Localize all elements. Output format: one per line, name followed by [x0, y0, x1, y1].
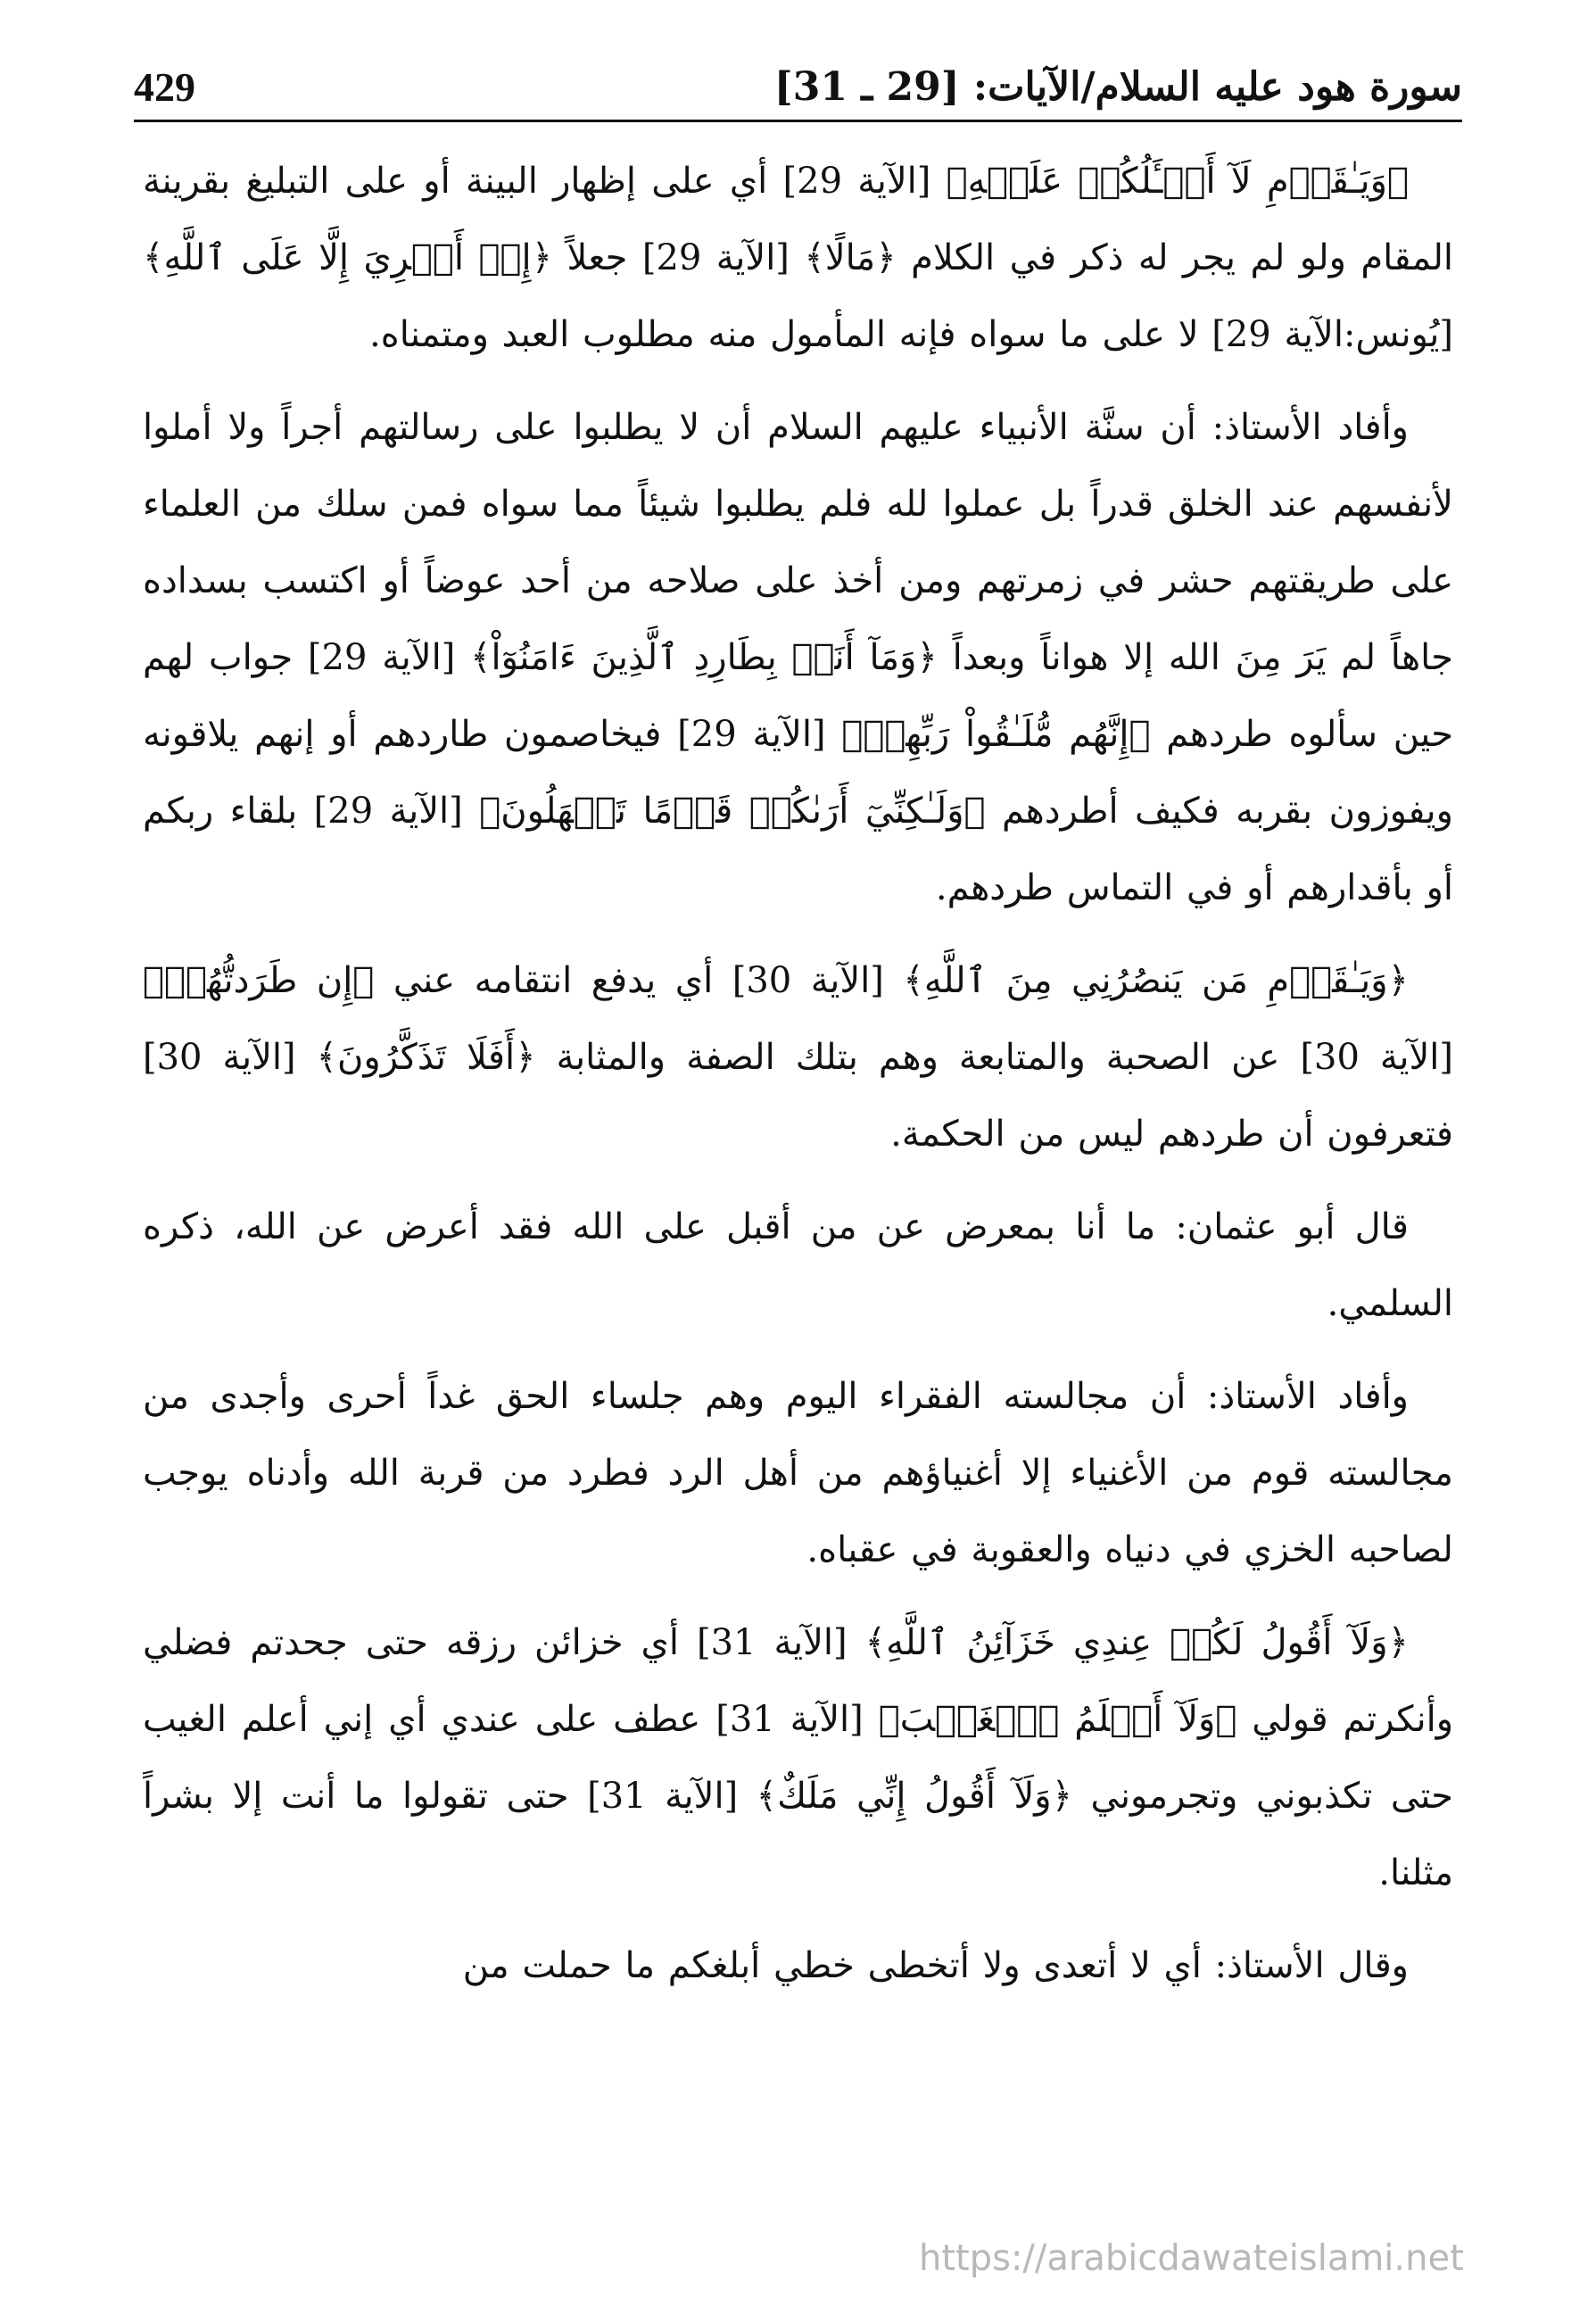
paragraph-verse-29-commentary: ﴿وَيَـٰقَوۡمِ لَآ أَسۡـَٔلُكُمۡ عَلَيۡهِ﴾ [الآية 29] أي على إظهار البينة أو على التبليغ بقرينة المقام ولو لم يجر له ذكر في الكلام ﴿مَالًا﴾ [الآية 29] جعلاً ﴿إِنۡ أَجۡرِيَ إِلَّا عَلَى ٱللَّهِ﴾ [يُونس:الآية 29] لا على ما سواه فإنه المأمول منه مطلوب العبد ومتمناه. — [143, 161, 1453, 355]
page-header — [134, 52, 1462, 114]
paragraph-ustadh-on-prophets: وأفاد الأستاذ: أن سنَّة الأنبياء عليهم السلام أن لا يطلبوا على رسالتهم أجراً ولا أملوا لأنفسهم عند الخلق قدراً بل عملوا لله فلم يطلبوا شيئاً مما سواه فمن سلك من العلماء على طريقتهم حشر في زمرتهم ومن أخذ على صلاحه من أحد عوضاً أو اكتسب بسداده جاهاً لم يَرَ مِنَ الله إلا هواناً وبعداً ﴿وَمَآ أَنَا۠ بِطَارِدِ ٱلَّذِينَ ءَامَنُوٓاْ﴾ [الآية 29] جواب لهم حين سألوه طردهم ﴿إِنَّهُم مُّلَـٰقُواْ رَبِّهِمۡ﴾ [الآية 29] فيخاصمون طاردهم أو إنهم يلاقونه ويفوزون بقربه فكيف أطردهم ﴿وَلَـٰكِنِّيٓ أَرَىٰكُمۡ قَوۡمًا تَجۡهَلُونَ﴾ [الآية 29] بلقاء ربكم أو بأقدارهم أو في التماس طردهم. — [143, 407, 1453, 908]
paragraph-verse-30-commentary: ﴿وَيَـٰقَوۡمِ مَن يَنصُرُنِي مِنَ ٱللَّهِ﴾ [الآية 30] أي يدفع انتقامه عني ﴿إِن طَرَدتُّهُمۡ﴾ [الآية 30] عن الصحبة والمتابعة وهم بتلك الصفة والمثابة ﴿أَفَلَا تَذَكَّرُونَ﴾ [الآية 30] فتعرفون أن طردهم ليس من الحكمة. — [143, 960, 1453, 1155]
paragraph-ustadh-continued: وقال الأستاذ: أي لا أتعدى ولا أتخطى خطي أبلغكم ما حملت من — [462, 1945, 1409, 1986]
page-body — [143, 143, 1453, 2249]
header-divider — [134, 120, 1462, 122]
watermark-url: https://arabicdawateislami.net — [919, 2238, 1464, 2279]
running-header-title: سورة هود عليه السلام/الآيات: [29 ـ 31] — [773, 64, 1462, 110]
paragraph-verse-31-commentary: ﴿وَلَآ أَقُولُ لَكُمۡ عِندِي خَزَآئِنُ ٱللَّهِ﴾ [الآية 31] أي خزائن رزقه حتى جحدتم فضلي وأنكرتم قولي ﴿وَلَآ أَعۡلَمُ ٱلۡغَيۡبَ﴾ [الآية 31] عطف على عندي أي إني أعلم الغيب حتى تكذبوني وتجرموني ﴿وَلَآ أَقُولُ إِنِّي مَلَكٌ﴾ [الآية 31] حتى تقولوا ما أنت إلا بشراً مثلنا. — [143, 1622, 1453, 1893]
paragraph-abu-uthman-quote: قال أبو عثمان: ما أنا بمعرض عن من أقبل على الله فقد أعرض عن الله، ذكره السلمي. — [143, 1206, 1453, 1324]
page-number: 429 — [134, 64, 195, 110]
paragraph-ustadh-on-poor: وأفاد الأستاذ: أن مجالسته الفقراء اليوم وهم جلساء الحق غداً أحرى وأجدى من مجالسته قوم من الأغنياء إلا أغنياؤهم من أهل الرد فطرد من قربة الله وأدناه يوجب لصاحبه الخزي في دنياه والعقوبة في عقباه. — [143, 1376, 1453, 1570]
